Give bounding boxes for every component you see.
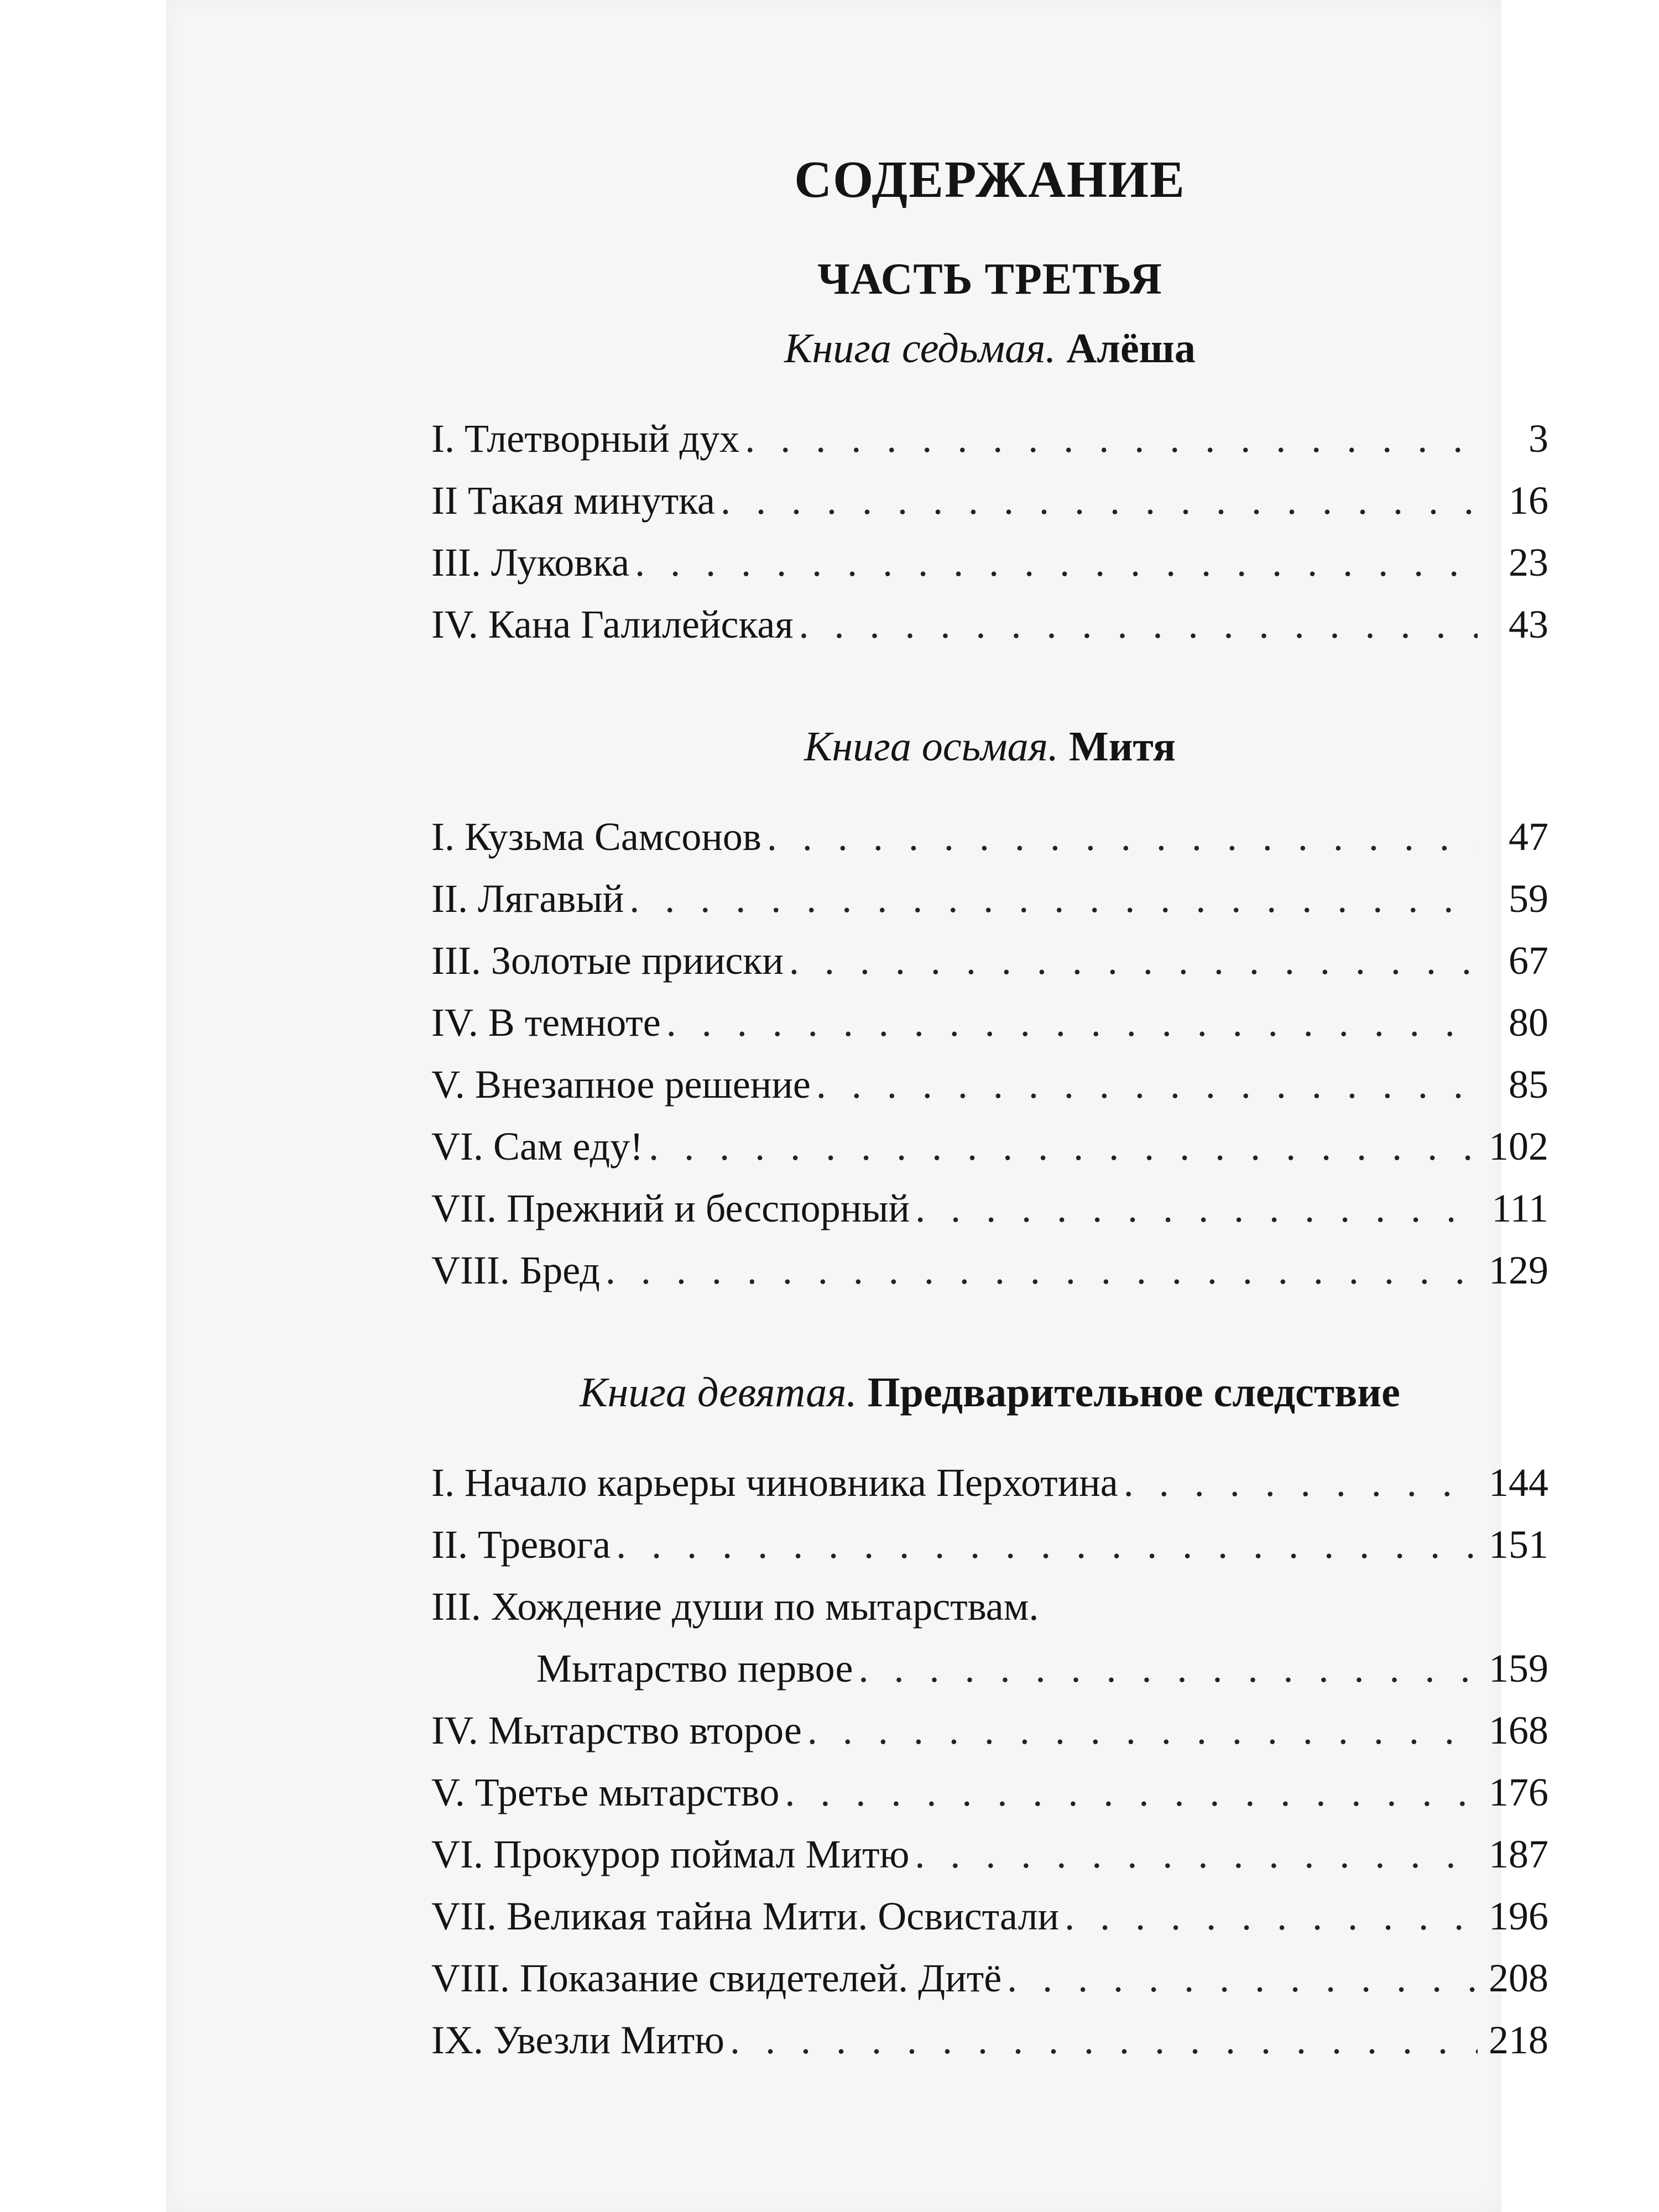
toc-entry xyxy=(431,408,1548,469)
book-prefix: Книга седьмая. xyxy=(784,325,1056,372)
chapter-title: VI. Прокурор поймал Митю xyxy=(431,1832,910,1876)
page-number: 85 xyxy=(1509,1062,1548,1107)
page-number: 111 xyxy=(1491,1186,1548,1230)
book-heading xyxy=(431,716,1548,777)
toc-entry xyxy=(431,469,1548,531)
chapter-title: I. Тлетворный дух xyxy=(431,416,740,461)
toc-entry xyxy=(431,1239,1548,1301)
dot-leader xyxy=(635,531,1478,593)
page-number: 168 xyxy=(1489,1708,1548,1752)
page-number: 196 xyxy=(1489,1894,1548,1938)
toc-entry-continuation xyxy=(431,1637,1548,1699)
toc-entry xyxy=(431,868,1548,930)
chapter-title: III. Хождение души по мытарствам. xyxy=(431,1584,1039,1629)
chapter-title: VII. Прежний и бесспорный xyxy=(431,1186,910,1230)
dot-leader xyxy=(666,992,1478,1053)
chapter-title: I. Кузьма Самсонов xyxy=(431,815,761,859)
dot-leader xyxy=(649,1115,1478,1177)
table-of-contents xyxy=(431,141,1548,2071)
page-number: 208 xyxy=(1489,1956,1548,2000)
dot-leader xyxy=(1007,1947,1478,2009)
page-number: 16 xyxy=(1509,478,1548,523)
dot-leader xyxy=(816,1053,1478,1115)
chapter-list xyxy=(431,408,1548,655)
dot-leader xyxy=(1124,1452,1478,1514)
book-prefix: Книга осьмая. xyxy=(804,723,1058,770)
chapter-title: II. Тревога xyxy=(431,1522,611,1567)
toc-entry xyxy=(431,1885,1548,1947)
page-title: СОДЕРЖАНИЕ xyxy=(794,151,1186,208)
page-number: 144 xyxy=(1489,1460,1548,1505)
dot-leader xyxy=(629,868,1478,930)
chapter-title: V. Третье мытарство xyxy=(431,1770,780,1814)
chapter-title: VIII. Бред xyxy=(431,1248,600,1292)
toc-entry xyxy=(431,806,1548,868)
page-number: 218 xyxy=(1489,2018,1548,2062)
part-heading: ЧАСТЬ ТРЕТЬЯ xyxy=(817,255,1162,304)
toc-entry xyxy=(431,1514,1548,1575)
page-number: 151 xyxy=(1489,1522,1548,1567)
book-prefix: Книга девятая. xyxy=(580,1369,857,1416)
book-page xyxy=(166,0,1548,2212)
toc-entry xyxy=(431,1823,1548,1885)
toc-entry xyxy=(431,1452,1548,1514)
book-heading xyxy=(431,318,1548,379)
toc-entry xyxy=(431,1177,1548,1239)
chapter-title: VI. Сам еду! xyxy=(431,1124,644,1168)
page-number: 43 xyxy=(1509,602,1548,646)
dot-leader xyxy=(745,408,1478,469)
toc-entry xyxy=(431,930,1548,992)
dot-leader xyxy=(1065,1885,1478,1947)
dot-leader xyxy=(858,1637,1478,1699)
chapter-title: IX. Увезли Митю xyxy=(431,2018,724,2062)
dot-leader xyxy=(721,469,1478,531)
chapter-title: II Такая минутка xyxy=(431,478,715,523)
toc-entry xyxy=(431,1053,1548,1115)
chapter-title: I. Начало карьеры чиновника Перхотина xyxy=(431,1460,1118,1505)
page-number: 187 xyxy=(1489,1832,1548,1876)
dot-leader xyxy=(915,1823,1478,1885)
toc-entry xyxy=(431,1699,1548,1761)
page-number: 47 xyxy=(1509,815,1548,859)
dot-leader xyxy=(785,1761,1478,1823)
page-number: 176 xyxy=(1489,1770,1548,1814)
toc-entry xyxy=(431,593,1548,655)
toc-entry xyxy=(431,992,1548,1053)
dot-leader xyxy=(616,1514,1478,1575)
page-number: 3 xyxy=(1528,416,1548,461)
chapter-title: VIII. Показание свидетелей. Дитё xyxy=(431,1956,1002,2000)
dot-leader xyxy=(606,1239,1478,1301)
page-number: 23 xyxy=(1509,540,1548,585)
book-heading xyxy=(431,1362,1548,1423)
dot-leader xyxy=(789,930,1478,992)
dot-leader xyxy=(807,1699,1478,1761)
chapter-title: IV. Кана Галилейская xyxy=(431,602,794,646)
chapter-title: VII. Великая тайна Мити. Освистали xyxy=(431,1894,1060,1938)
toc-entry xyxy=(431,1947,1548,2009)
dot-leader xyxy=(767,806,1478,868)
chapter-title: V. Внезапное решение xyxy=(431,1062,811,1107)
toc-entry xyxy=(431,1115,1548,1177)
page-number: 129 xyxy=(1489,1248,1548,1292)
toc-entry xyxy=(431,1575,1548,1637)
chapter-list xyxy=(431,806,1548,1301)
page-number: 80 xyxy=(1509,1000,1548,1045)
book-name: Митя xyxy=(1069,723,1176,770)
dot-leader xyxy=(730,2009,1478,2071)
chapter-title-continuation: Мытарство первое xyxy=(536,1646,853,1691)
chapter-title: III. Луковка xyxy=(431,540,630,585)
chapter-title: II. Лягавый xyxy=(431,877,624,921)
page-number: 159 xyxy=(1489,1646,1548,1691)
toc-entry xyxy=(431,2009,1548,2071)
toc-entry xyxy=(431,531,1548,593)
chapter-list xyxy=(431,1452,1548,2071)
book-name: Предварительное следствие xyxy=(867,1369,1400,1416)
page-number: 67 xyxy=(1509,938,1548,983)
dot-leader xyxy=(799,593,1478,655)
page-number: 59 xyxy=(1509,877,1548,921)
chapter-title: III. Золотые прииски xyxy=(431,938,784,983)
book-name: Алёша xyxy=(1066,325,1196,372)
page-number: 102 xyxy=(1489,1124,1548,1168)
chapter-title: IV. В темноте xyxy=(431,1000,661,1045)
chapter-title: IV. Мытарство второе xyxy=(431,1708,802,1752)
toc-entry xyxy=(431,1761,1548,1823)
dot-leader xyxy=(915,1177,1478,1239)
